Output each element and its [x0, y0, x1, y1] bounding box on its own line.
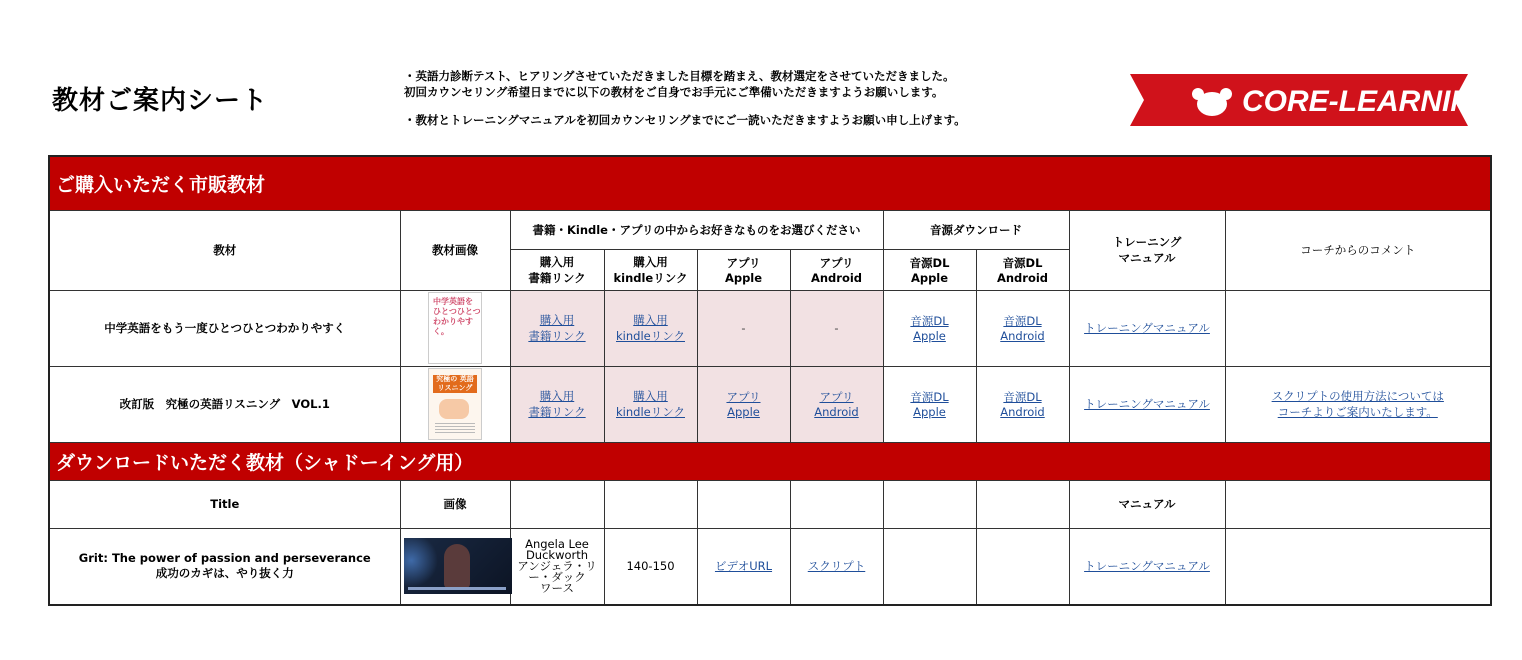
- header-coach-comment: コーチからのコメント: [1225, 210, 1491, 290]
- header-dl-android: 音源DL Android: [976, 249, 1069, 290]
- note-line-3: ・教材とトレーニングマニュアルを初回カウンセリングまでにご一読いただきますようお願い申し上げます。: [404, 113, 966, 127]
- header-app-android: アプリ Android: [790, 249, 883, 290]
- note-line-1: ・英語力診断テスト、ヒアリングさせていただきました目標を踏まえ、教材選定をさせていただきました。: [404, 69, 955, 83]
- coach-comment-link[interactable]: スクリプトの使用方法については コーチよりご案内いたします。: [1271, 389, 1444, 419]
- training-manual-link[interactable]: トレーニングマニュアル: [1084, 321, 1210, 335]
- header-dl-apple: 音源DL Apple: [883, 249, 976, 290]
- header-image: 教材画像: [400, 210, 510, 290]
- video-thumbnail: [400, 528, 510, 605]
- talk-title: Grit: The power of passion and perseverance 成功のカギは、やり抜く力: [49, 528, 400, 605]
- header-choose: 書籍・Kindle・アプリの中からお好きなものをお選びください: [510, 210, 883, 249]
- table-row: [49, 528, 1491, 605]
- note-line-2: 初回カウンセリング希望日までに以下の教材をご自身でお手元にご準備いただきますようお願いします。: [404, 85, 944, 99]
- audio-dl-android-link[interactable]: 音源DL Android: [1000, 314, 1045, 343]
- audio-dl-apple-link[interactable]: 音源DL Apple: [910, 390, 949, 419]
- header-title: Title: [49, 480, 400, 528]
- speaker-name: Angela Lee Duckworth アンジェラ・リー・ダック ワース: [510, 528, 604, 605]
- app-apple-empty: -: [697, 290, 790, 366]
- header-material: 教材: [49, 210, 400, 290]
- table-row: [49, 366, 1491, 442]
- header-book-link: 購入用 書籍リンク: [510, 249, 604, 290]
- section-banner-purchase: ご購入いただく市販教材: [49, 156, 1491, 210]
- material-name: 中学英語をもう一度ひとつひとつわかりやすく: [49, 290, 400, 366]
- page-title: 教材ご案内シート: [52, 86, 269, 116]
- audio-dl-android-link[interactable]: 音源DL Android: [1000, 390, 1045, 419]
- kindle-purchase-link[interactable]: 購入用 kindleリンク: [616, 389, 685, 419]
- book-cover-image: 中学英語を ひとつひとつ わかりやすく。: [400, 290, 510, 366]
- instruction-notes: [404, 68, 966, 128]
- training-manual-link[interactable]: トレーニングマニュアル: [1084, 559, 1210, 574]
- book-cover-image: 究極の 英語リスニング: [400, 366, 510, 442]
- coach-comment: [1225, 290, 1491, 366]
- core-learning-logo: [1130, 74, 1496, 126]
- section-banner-download: ダウンロードいただく教材（シャドーイング用）: [49, 442, 1491, 480]
- header-audio-download: 音源ダウンロード: [883, 210, 1069, 249]
- header-image: 画像: [400, 480, 510, 528]
- app-apple-link[interactable]: アプリ Apple: [726, 390, 761, 419]
- book-purchase-link[interactable]: 購入用 書籍リンク: [528, 313, 586, 343]
- script-link[interactable]: スクリプト: [807, 559, 866, 574]
- table-row: [49, 290, 1491, 366]
- video-url-link[interactable]: ビデオURL: [714, 559, 773, 574]
- training-manual-link[interactable]: トレーニングマニュアル: [1084, 397, 1210, 411]
- header-training-manual: トレーニング マニュアル: [1069, 210, 1225, 290]
- app-android-empty: -: [790, 290, 883, 366]
- materials-table: [48, 155, 1492, 606]
- svg-text:CORE-LEARNING: CORE-LEARNING: [1242, 85, 1496, 118]
- header-app-apple: アプリ Apple: [697, 249, 790, 290]
- material-name: 改訂版 究極の英語リスニング VOL.1: [49, 366, 400, 442]
- audio-dl-apple-link[interactable]: 音源DL Apple: [910, 314, 949, 343]
- app-android-link[interactable]: アプリ Android: [814, 390, 859, 419]
- header-manual: マニュアル: [1069, 480, 1225, 528]
- book-purchase-link[interactable]: 購入用 書籍リンク: [528, 389, 586, 419]
- kindle-purchase-link[interactable]: 購入用 kindleリンク: [616, 313, 685, 343]
- speech-rate: 140-150: [604, 528, 697, 605]
- header-kindle-link: 購入用 kindleリンク: [604, 249, 697, 290]
